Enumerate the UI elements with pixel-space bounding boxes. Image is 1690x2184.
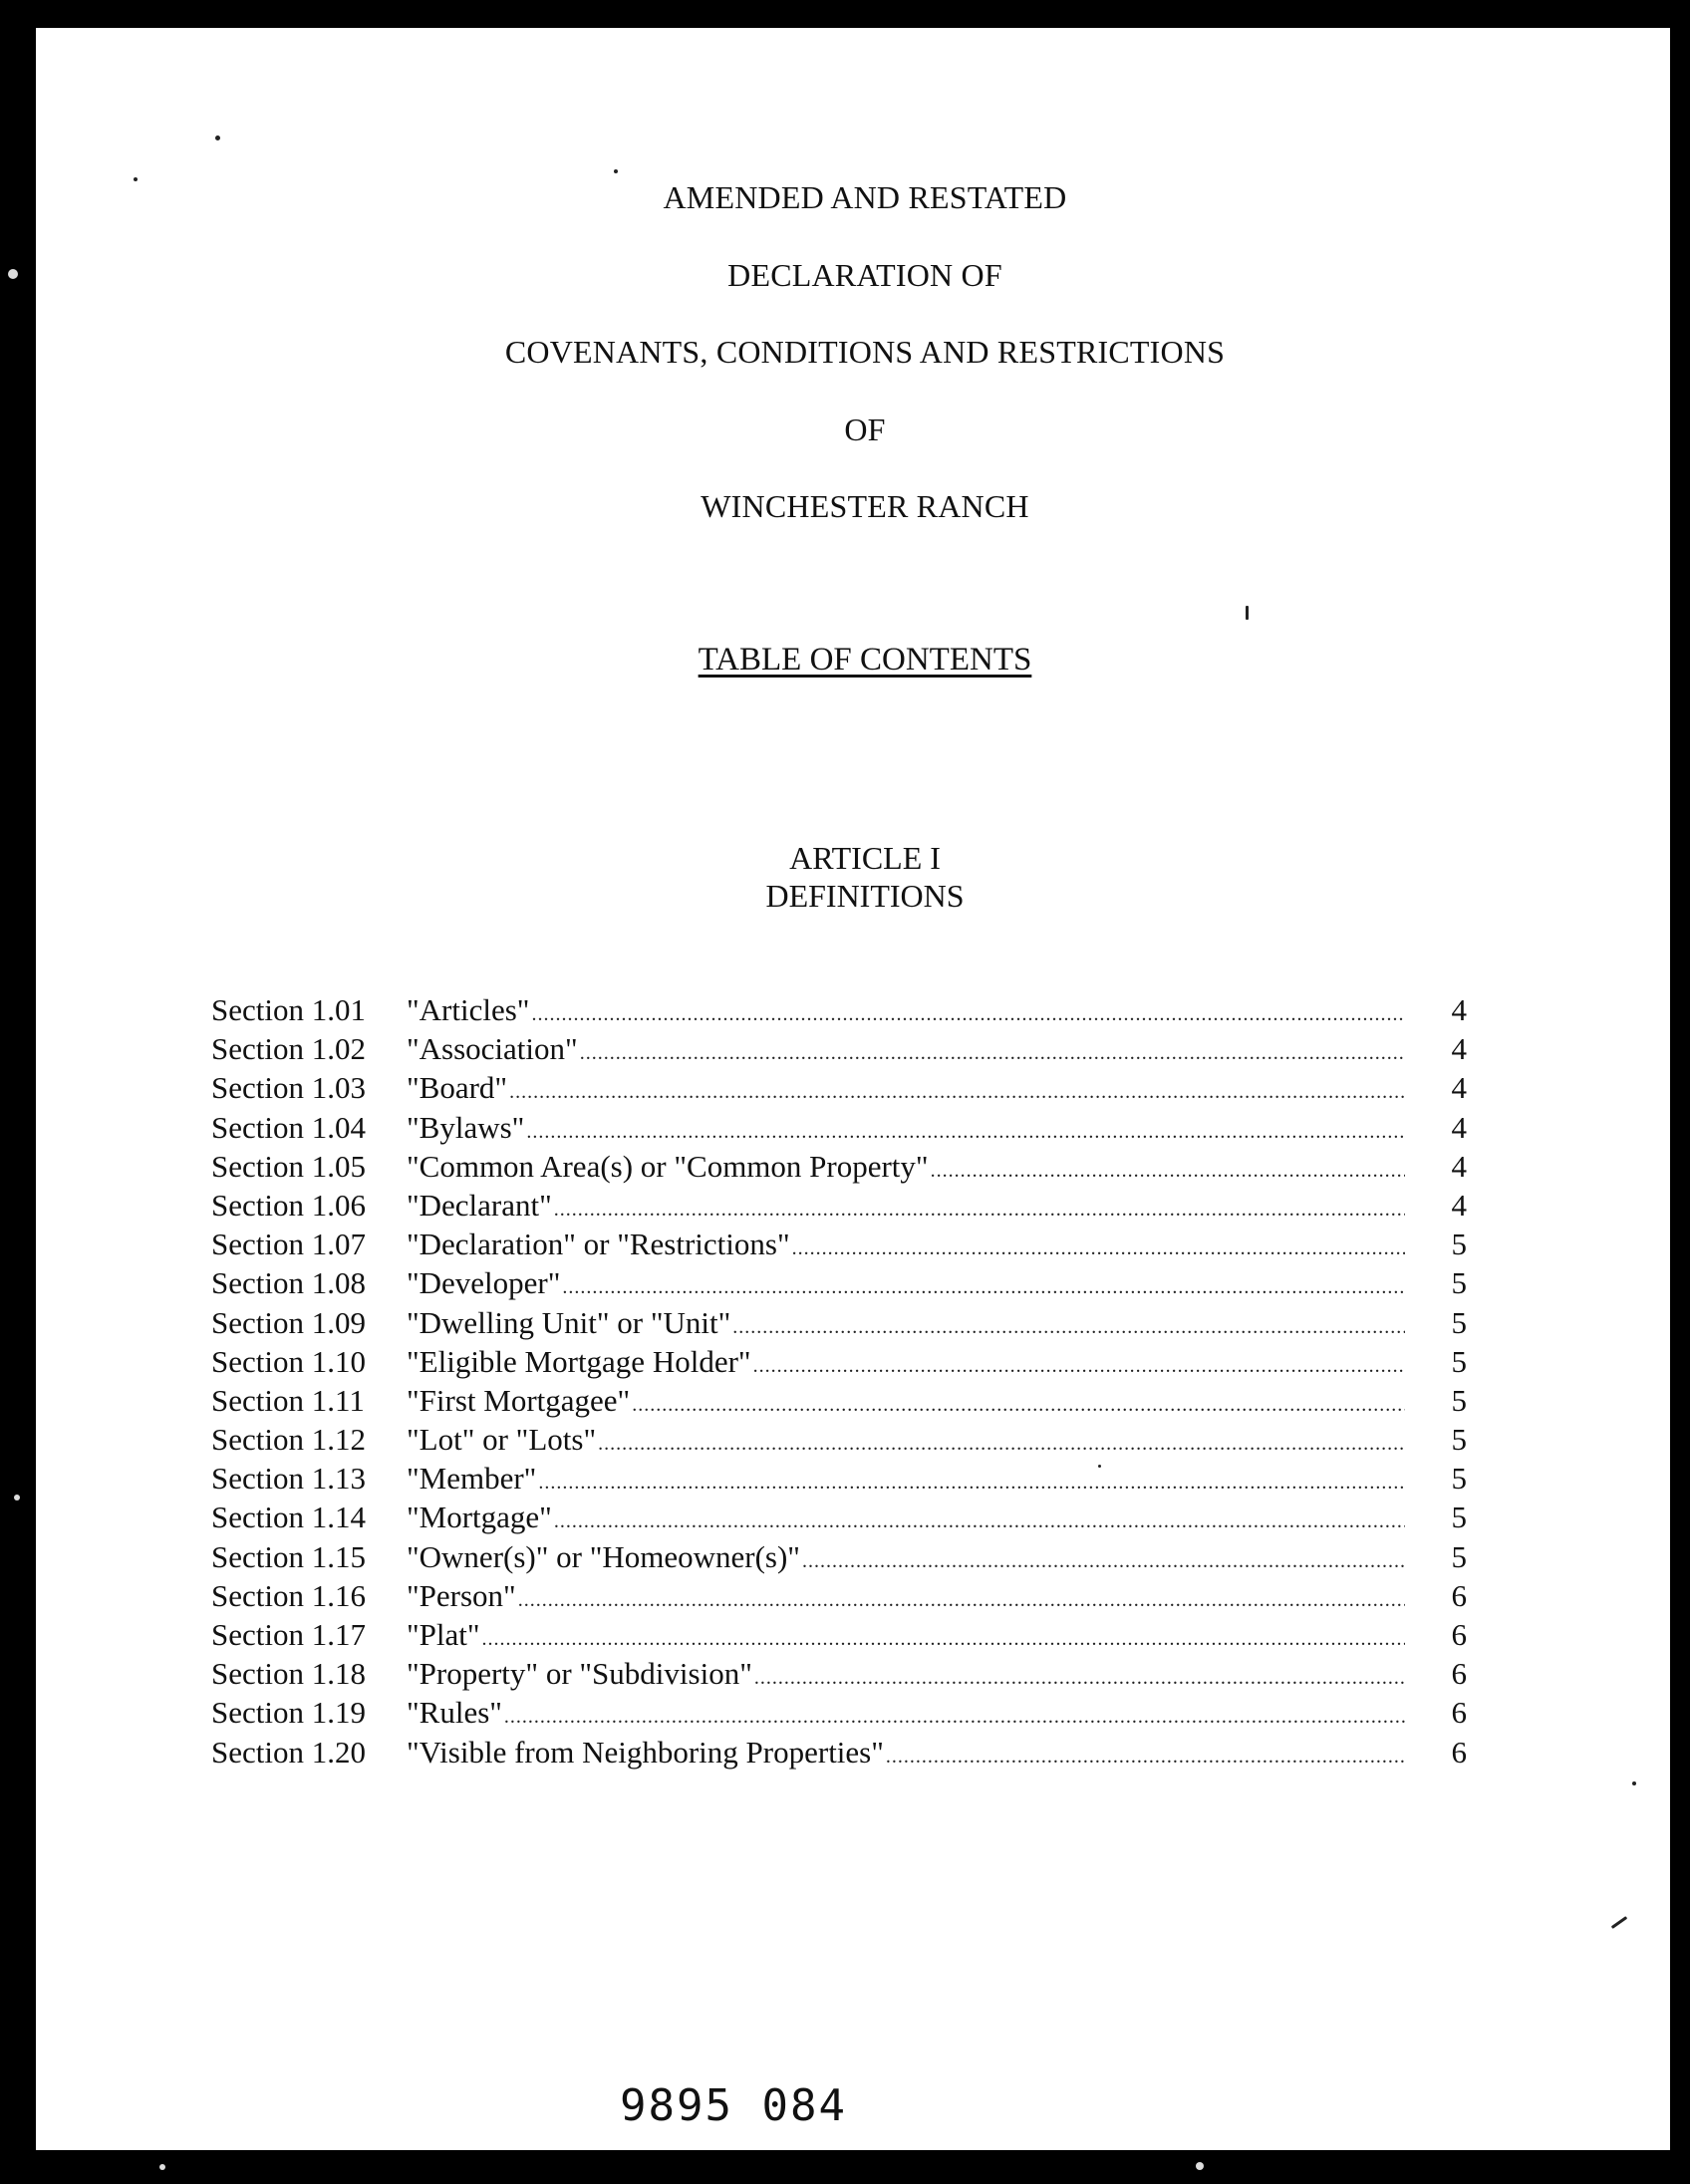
page-number: 4 (1451, 1187, 1467, 1223)
scan-speck (1098, 1465, 1101, 1468)
section-title: "Member" (407, 1461, 537, 1497)
dot-leader (526, 1121, 1405, 1144)
section-title: "Dwelling Unit" or "Unit" (407, 1304, 731, 1340)
section-title: "Articles" (407, 992, 530, 1027)
section-title: "Visible from Neighboring Properties" (407, 1734, 884, 1770)
title-line-1: AMENDED AND RESTATED (663, 179, 1067, 215)
toc-row (211, 1031, 1467, 1070)
page-number: 5 (1451, 1382, 1467, 1418)
page-number: 4 (1451, 1031, 1467, 1067)
scan-speck (1246, 606, 1249, 620)
article-title: DEFINITIONS (765, 878, 965, 914)
scan-speck (614, 169, 618, 173)
page-number: 4 (1451, 1109, 1467, 1145)
section-title: "Developer" (407, 1265, 561, 1301)
page-number: 5 (1451, 1265, 1467, 1301)
title-line-3: COVENANTS, CONDITIONS AND RESTRICTIONS (504, 334, 1226, 370)
toc-row (211, 1265, 1467, 1304)
section-number: Section 1.05 (211, 1148, 366, 1184)
page-number: 5 (1451, 1343, 1467, 1379)
section-title: "Rules" (407, 1695, 502, 1731)
dot-leader (931, 1160, 1405, 1183)
toc-row (211, 1110, 1467, 1149)
page-number: 6 (1451, 1656, 1467, 1692)
dot-leader (732, 1316, 1405, 1339)
dot-leader (598, 1433, 1405, 1456)
section-number: Section 1.15 (211, 1538, 366, 1574)
scan-speck (8, 269, 18, 279)
dot-leader (554, 1510, 1405, 1533)
section-number: Section 1.14 (211, 1500, 366, 1535)
section-number: Section 1.11 (211, 1382, 365, 1418)
section-number: Section 1.18 (211, 1656, 366, 1692)
section-title: "First Mortgagee" (407, 1382, 631, 1418)
section-number: Section 1.17 (211, 1617, 366, 1652)
toc-row (211, 1695, 1467, 1734)
page-number: 6 (1451, 1577, 1467, 1613)
page-number: 5 (1451, 1304, 1467, 1340)
section-number: Section 1.04 (211, 1109, 366, 1145)
toc-row (211, 1383, 1467, 1422)
toc-row (211, 1500, 1467, 1538)
dot-leader (554, 1199, 1405, 1222)
section-title: "Bylaws" (407, 1109, 525, 1145)
scan-speck (14, 1495, 20, 1501)
dot-leader (754, 1667, 1405, 1690)
section-number: Section 1.06 (211, 1187, 366, 1223)
page-number: 5 (1451, 1422, 1467, 1458)
section-title: "Eligible Mortgage Holder" (407, 1343, 751, 1379)
section-title: "Owner(s)" or "Homeowner(s)" (407, 1538, 800, 1574)
dot-leader (886, 1746, 1405, 1769)
title-line-5: WINCHESTER RANCH (701, 488, 1029, 524)
section-number: Section 1.10 (211, 1343, 366, 1379)
toc-row (211, 992, 1467, 1031)
dot-leader (509, 1081, 1405, 1104)
toc-row (211, 1188, 1467, 1227)
section-title: "Declaration" or "Restrictions" (407, 1227, 790, 1262)
document-id: 9895 084 (620, 2080, 847, 2131)
section-number: Section 1.02 (211, 1031, 366, 1067)
toc-row (211, 1461, 1467, 1500)
section-number: Section 1.19 (211, 1695, 366, 1731)
section-number: Section 1.01 (211, 992, 366, 1027)
page-number: 6 (1451, 1734, 1467, 1770)
section-title: "Common Area(s) or "Common Property" (407, 1148, 929, 1184)
section-number: Section 1.16 (211, 1577, 366, 1613)
toc-row (211, 1227, 1467, 1265)
page-number: 5 (1451, 1461, 1467, 1497)
section-number: Section 1.03 (211, 1070, 366, 1106)
article-label: ARTICLE I (789, 840, 941, 876)
page-number: 5 (1451, 1500, 1467, 1535)
page-number: 4 (1451, 1070, 1467, 1106)
toc-row (211, 1422, 1467, 1461)
dot-leader (632, 1394, 1405, 1417)
page-number: 5 (1451, 1538, 1467, 1574)
section-title: "Lot" or "Lots" (407, 1422, 597, 1458)
toc-list (211, 992, 1467, 1774)
section-number: Section 1.12 (211, 1422, 366, 1458)
toc-heading: TABLE OF CONTENTS (698, 642, 1032, 678)
section-number: Section 1.08 (211, 1265, 366, 1301)
page-number: 5 (1451, 1227, 1467, 1262)
section-number: Section 1.09 (211, 1304, 366, 1340)
dot-leader (562, 1276, 1405, 1299)
toc-row (211, 1539, 1467, 1578)
section-title: "Property" or "Subdivision" (407, 1656, 752, 1692)
section-title: "Mortgage" (407, 1500, 552, 1535)
dot-leader (538, 1472, 1405, 1495)
section-number: Section 1.13 (211, 1461, 366, 1497)
page-number: 4 (1451, 992, 1467, 1027)
section-number: Section 1.20 (211, 1734, 366, 1770)
dot-leader (802, 1550, 1405, 1573)
scan-speck (159, 2164, 165, 2170)
document-page (36, 28, 1670, 2150)
toc-row (211, 1344, 1467, 1383)
scan-speck (1632, 1781, 1636, 1785)
section-title: "Association" (407, 1031, 578, 1067)
toc-row (211, 1617, 1467, 1656)
toc-row (211, 1578, 1467, 1617)
page-number: 4 (1451, 1148, 1467, 1184)
section-number: Section 1.07 (211, 1227, 366, 1262)
scan-speck (1611, 1916, 1627, 1929)
toc-row (211, 1305, 1467, 1344)
dot-leader (518, 1589, 1405, 1612)
dot-leader (792, 1237, 1405, 1260)
toc-row (211, 1149, 1467, 1188)
scan-speck (1196, 2162, 1204, 2170)
title-line-2: DECLARATION OF (727, 257, 1002, 293)
page-number: 6 (1451, 1695, 1467, 1731)
scan-speck (134, 177, 138, 181)
dot-leader (580, 1042, 1405, 1065)
section-title: "Board" (407, 1070, 508, 1106)
dot-leader (504, 1706, 1405, 1729)
dot-leader (753, 1355, 1405, 1378)
toc-row (211, 1656, 1467, 1695)
dot-leader (482, 1628, 1405, 1651)
title-line-4: OF (844, 411, 886, 447)
page-number: 6 (1451, 1617, 1467, 1652)
section-title: "Declarant" (407, 1187, 552, 1223)
toc-row (211, 1070, 1467, 1109)
scan-speck (215, 136, 220, 140)
toc-row (211, 1735, 1467, 1774)
dot-leader (531, 1003, 1405, 1026)
section-title: "Plat" (407, 1617, 480, 1652)
section-title: "Person" (407, 1577, 516, 1613)
